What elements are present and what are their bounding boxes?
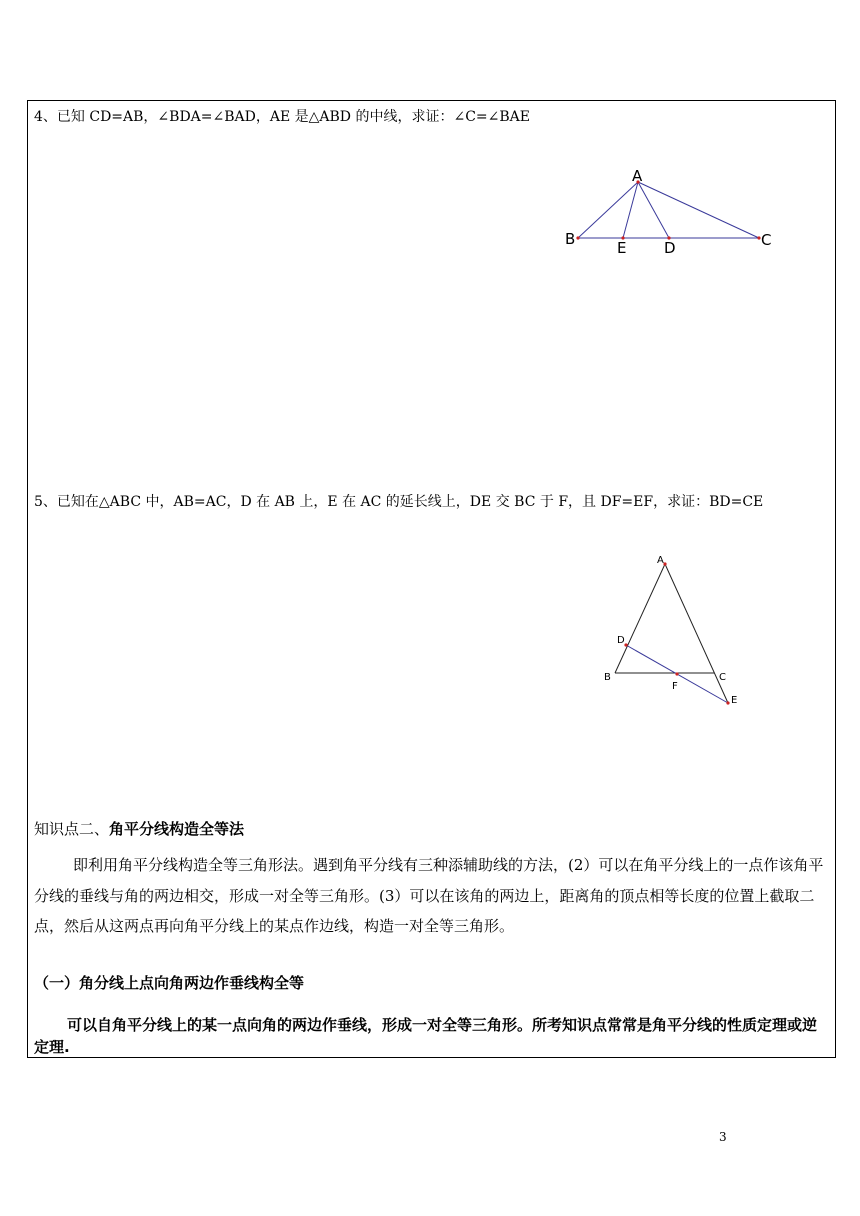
section-2-heading (34, 818, 244, 840)
label-a: A (657, 555, 664, 566)
figure-5-triangle-diagram (595, 550, 755, 710)
label-b: B (604, 672, 611, 683)
label-e: E (617, 239, 627, 257)
segment-ab (578, 182, 638, 238)
point-d (624, 643, 627, 646)
problem-5-text: 5、已知在△ABC 中，AB=AC，D 在 AB 上，E 在 AC 的延长线上，DE 交 BC 于 F，且 DF=EF，求证：BD=CE (34, 494, 764, 510)
point-b (576, 236, 579, 239)
point-f (675, 672, 678, 675)
problem-4-text: 4、已知 CD=AB，∠BDA=∠BAD，AE 是△ABD 的中线，求证：∠C=∠BAE (34, 109, 531, 125)
segment-ac (638, 182, 759, 238)
segment-ab (615, 564, 665, 673)
label-f: F (672, 681, 678, 692)
label-a: A (632, 167, 643, 185)
subsection-1-body: 可以自角平分线上的某一点向角的两边作垂线，形成一对全等三角形。所考知识点常常是角平分线的性质定理或逆定理. (34, 1016, 818, 1056)
label-d: D (617, 635, 625, 646)
label-e: E (731, 695, 738, 706)
point-e (726, 701, 729, 704)
label-b: B (565, 230, 576, 248)
figure-4-triangle-diagram (560, 165, 780, 265)
label-d: D (664, 239, 676, 257)
subsection-1-title: （一）角分线上点向角两边作垂线构全等 (34, 974, 305, 992)
point-a (663, 562, 666, 565)
section-2-body: 即利用角平分线构造全等三角形法。遇到角平分线有三种添辅助线的方法，(2）可以在角平分线上的一点作该角平分线的垂线与角的两边相交，形成一对全等三角形。(3）可以在该角的两边上，距离角的顶点相等长度的位置上截取二点，然后从这两点再向角平分线上的某点作边线，构造一对全等三角形。 (34, 856, 824, 935)
segment-ad (638, 182, 669, 238)
section-2-prefix: 知识点二、 (34, 820, 110, 838)
label-c: C (761, 231, 772, 249)
segment-ae (623, 182, 638, 238)
page-number: 3 (719, 1130, 727, 1144)
section-2-title: 角平分线构造全等法 (109, 820, 245, 838)
label-c: C (719, 672, 726, 683)
